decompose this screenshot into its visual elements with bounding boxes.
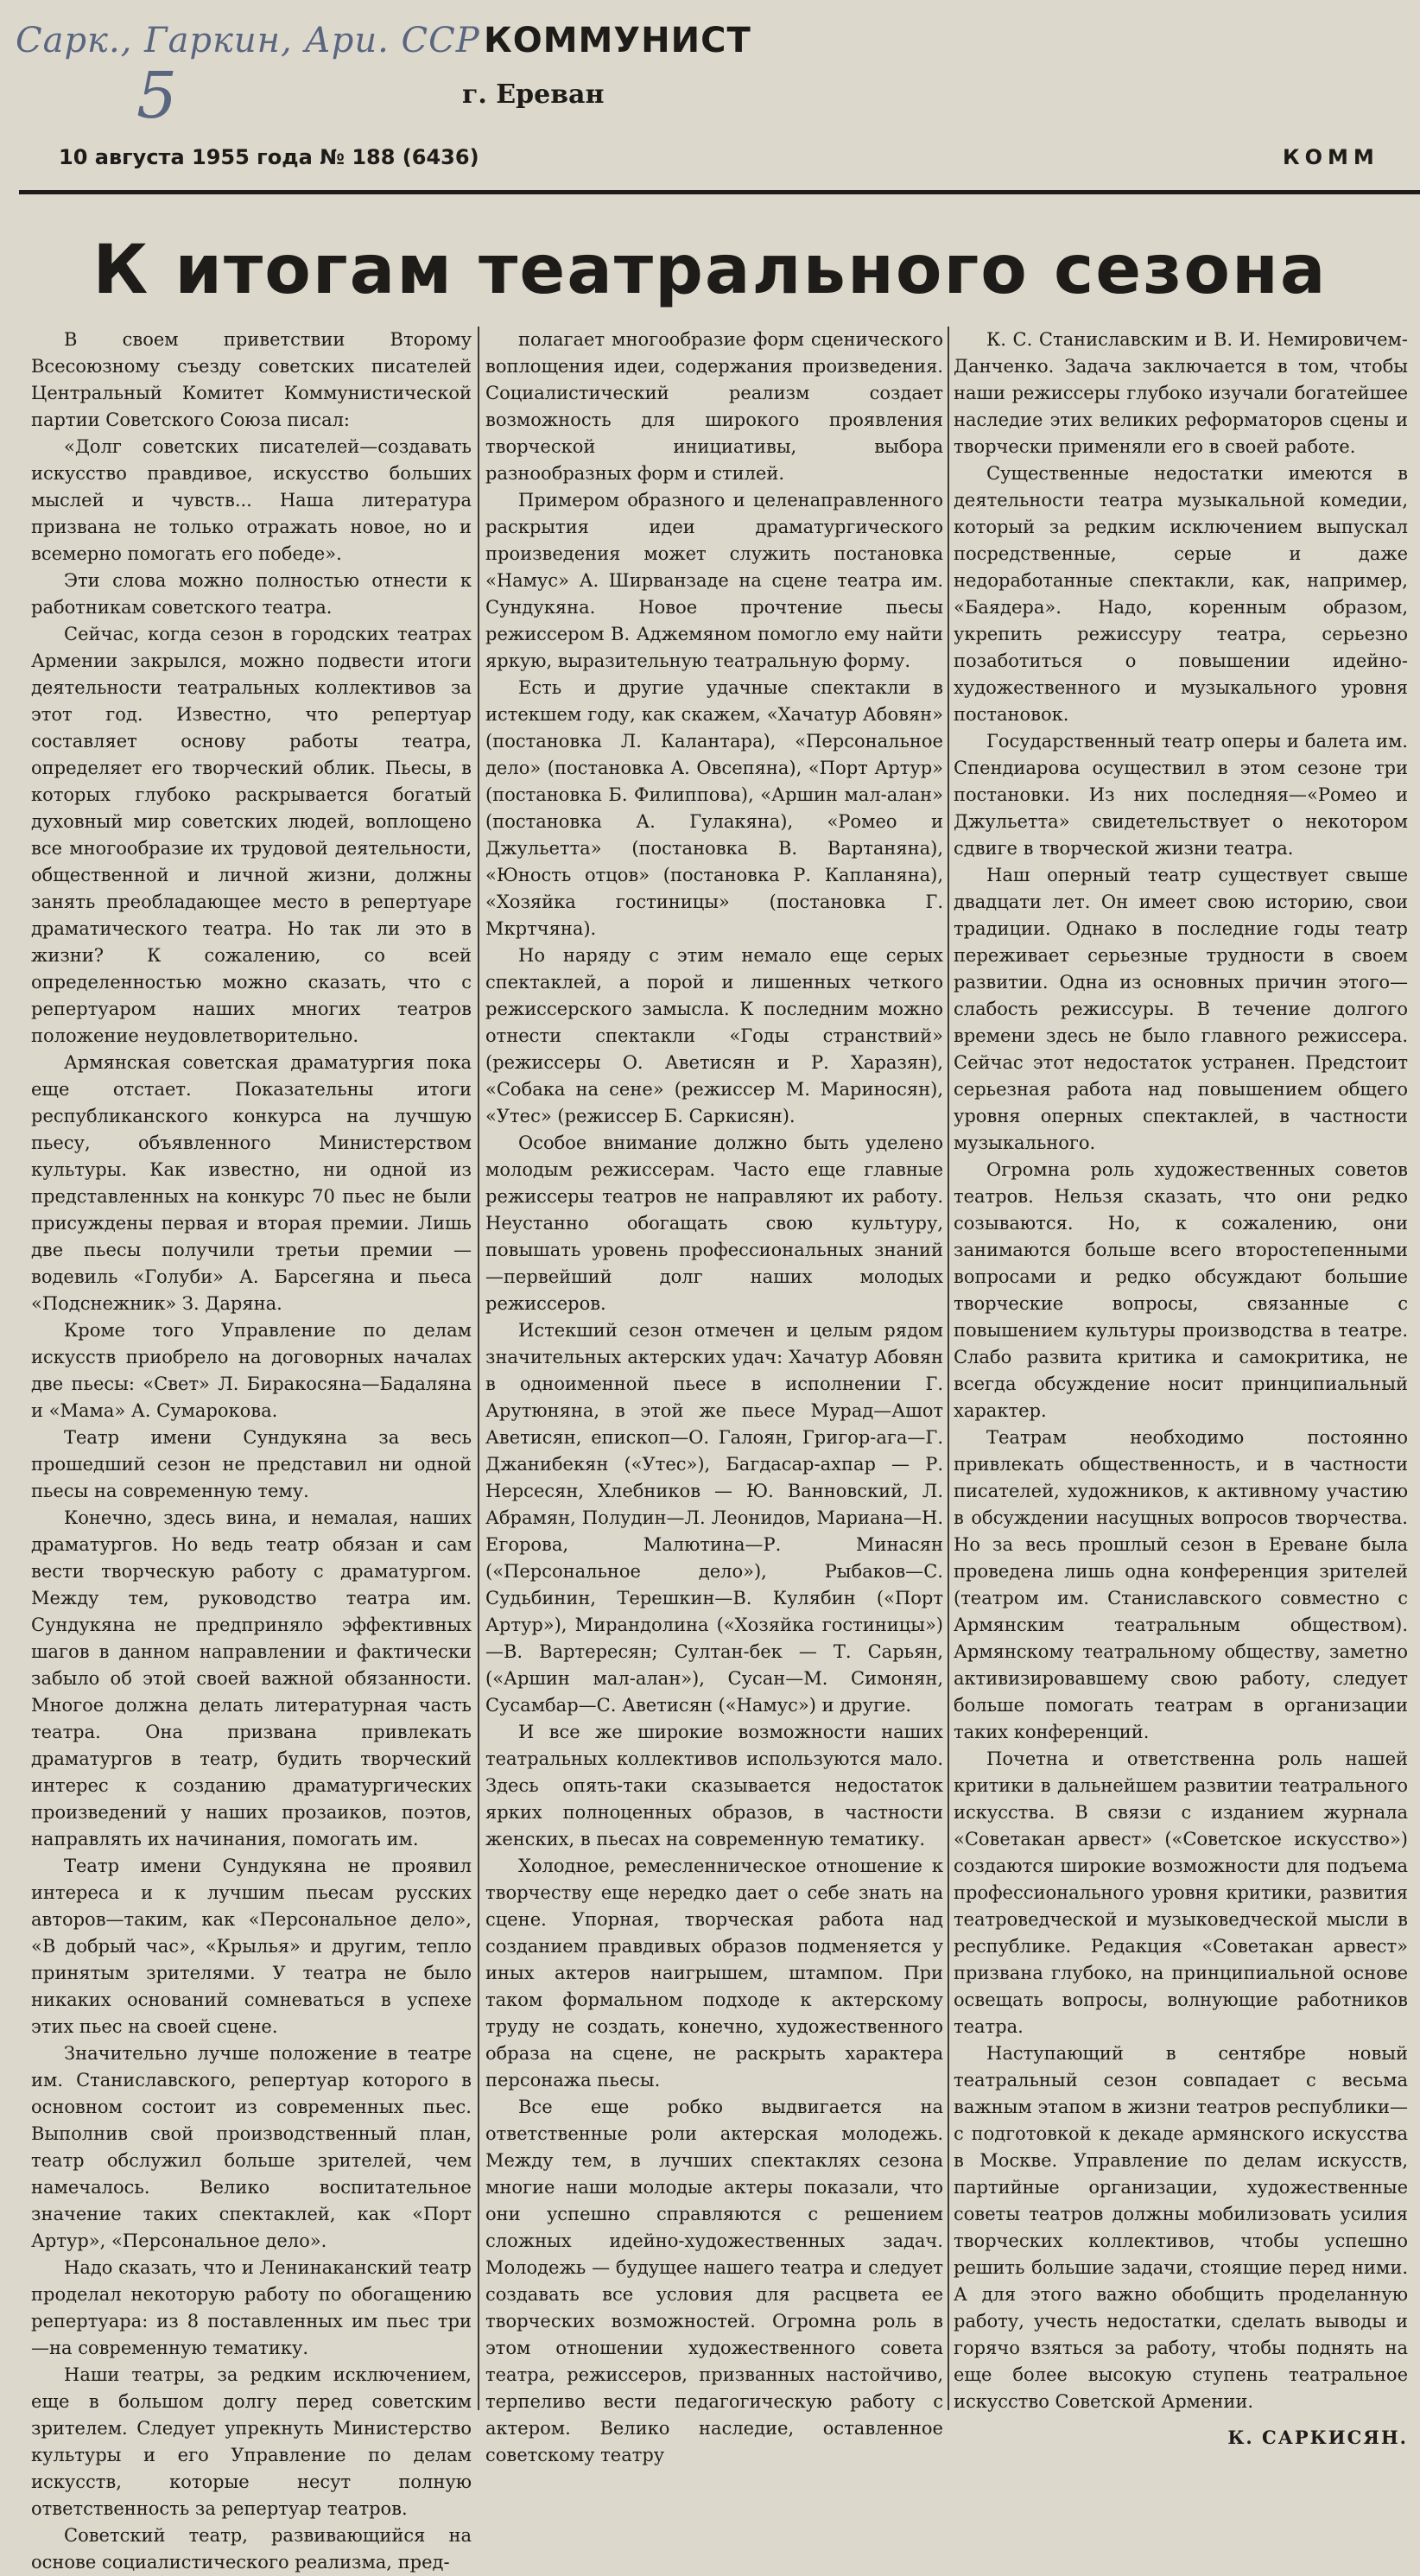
article-paragraph: «Долг советских писателей—создавать искусство правдивое, искусство больших мыслей и чувств... Наша литература призвана не только отражать новое, но и всемерно помогать его победе». [31, 436, 472, 564]
column-divider [948, 327, 949, 2410]
article-paragraph: Истекший сезон отмечен и целым рядом значительных актерских удач: Хачатур Абовян в одноименной пьесе в исполнении Г. Арутюняна, в этой же пьесе Мурад—Ашот Аветисян, епископ—О. Галоян, Григор-ага—Г. Джанибекян («Утес»), Багдасар-ахпар — Р. Нерсесян, Хлебников — Ю. Ванновский, Л. Абрамян, Полудин—Л. Леонидов, Мариана—Н. Егорова, Малютина—Р. Минасян («Персональное дело»), Рыбаков—С. Судьбинин, Терешкин—В. Кулябин («Порт Артур»), Мирандолина («Хозяйка гостиницы»)—В. Вартересян; Султан-бек — Т. Сарьян, («Аршин мал-алан»), Сусан—М. Симонян, Сусамбар—С. Аветисян («Намус») и другие. [485, 1320, 943, 1716]
author-signature: К. САРКИСЯН. [1227, 2427, 1408, 2448]
article-paragraph: Есть и другие удачные спектакли в истекшем году, как скажем, «Хачатур Абовян» (постановка Л. Калантара), «Персональное дело» (постановка А. Овсепяна), «Порт Артур» (постановка Б. Филиппова), «Аршин мал-алан» (постановка А. Гулакяна), «Ромео и Джульетта» (постановка В. Вартаняна), «Юность отцов» (постановка Р. Капланяна), «Хозяйка гостиницы» (постановка Г. Мкртчяна). [485, 677, 943, 939]
article-paragraph: Наш оперный театр существует свыше двадцати лет. Он имеет свою историю, свои традиции. Однако в последние годы театр переживает серьезные трудности в своем развитии. Одна из основных причин этого—слабость режиссуры. В течение долгого времени здесь не было главного режиссера. Сейчас этот недостаток устранен. Предстоит серьезная работа над повышением общего уровня оперных спектаклей, в частности музыкального. [954, 865, 1408, 1153]
article-paragraph: Значительно лучше положение в театре им. Станиславского, репертуар которого в основном состоит из современных пьес. Выполнив свой производственный план, театр обслужил больше зрителей, чем намечалось. Велико воспитательное значение таких спектаклей, как «Порт Артур», «Персональное дело». [31, 2043, 472, 2251]
article-paragraph: К. С. Станиславским и В. И. Немировичем-Данченко. Задача заключается в том, чтобы наши режиссеры глубоко изучали богатейшее наследие этих великих реформаторов сцены и творчески применяли его в своей работе. [954, 329, 1408, 457]
article-paragraph: Театр имени Сундукяна за весь прошедший сезон не представил ни одной пьесы на современную тему. [31, 1427, 472, 1501]
article-paragraph: Огромна роль художественных советов театров. Нельзя сказать, что они редко созываются. Но, к сожалению, они занимаются больше всего второстепенными вопросами и редко обсуждают большие творческие вопросы, связанные с повышением культуры производства в театре. Слабо развита критика и самокритика, не всегда обсуждение носит принципиальный характер. [954, 1159, 1408, 1421]
article-paragraph: Наши театры, за редким исключением, еще в большом долгу перед советским зрителем. Следует упрекнуть Министерство культуры и его Управление по делам искусств, которые несут полную ответственность за репертуар театров. [31, 2364, 472, 2519]
newspaper-masthead: КОММУНИСТ [484, 21, 751, 60]
article-paragraph: Надо сказать, что и Ленинаканский театр проделал некоторую работу по обогащению репертуара: из 8 поставленных им пьес три—на современную тематику. [31, 2257, 472, 2358]
article-paragraph: Эти слова можно полностью отнести к работникам советского театра. [31, 570, 472, 618]
article-paragraph: Особое внимание должно быть уделено молодым режиссерам. Часто еще главные режиссеры театров не направляют их работу. Неустанно обогащать свою культуру, повышать уровень профессиональных знаний—первейший долг наших молодых режиссеров. [485, 1133, 943, 1314]
article-paragraph: Кроме того Управление по делам искусств приобрело на договорных началах две пьесы: «Свет» Л. Биракосяна—Бадаляна и «Мама» А. Сумарокова. [31, 1320, 472, 1421]
article-paragraph: Театр имени Сундукяна не проявил интереса и к лучшим пьесам русских авторов—таким, как «Персональное дело», «В добрый час», «Крылья» и другим, тепло принятым зрителями. У театра не было никаких оснований сомневаться в успехе этих пьес на своей сцене. [31, 1856, 472, 2037]
article-paragraph: Государственный театр оперы и балета им. Спендиарова осуществил в этом сезоне три постановки. Из них последняя—«Ромео и Джульетта» свидетельствует о некотором сдвиге в творческой жизни театра. [954, 731, 1408, 859]
handwritten-note: Сарк., Гаркин, Ари. ССР [16, 21, 480, 60]
issue-dateline: 10 августа 1955 года № 188 (6436) [59, 145, 479, 169]
article-paragraph: Советский театр, развивающийся на основе социалистического реализма, пред- [31, 2525, 472, 2573]
article-column-1 [31, 327, 472, 2573]
article-paragraph: Наступающий в сентябре новый театральный сезон совпадает с весьма важным этапом в жизни театров республики—с подготовкой к декаде армянского искусства в Москве. Управление по делам искусств, партийные организации, художественные советы театров должны мобилизовать усилия творческих коллективов, чтобы успешно решить большие задачи, стоящие перед ними. А для этого важно обобщить проделанную работу, учесть недостатки, сделать выводы и горячо взяться за работу, чтобы поднять на еще более высокую ступень театральное искусство Советской Армении. [954, 2043, 1408, 2412]
article-paragraph: Примером образного и целенаправленного раскрытия идеи драматургического произведения может служить постановка «Намус» А. Ширванзаде на сцене театра им. Сундукяна. Новое прочтение пьесы режиссером В. Аджемяном помогло ему найти яркую, выразительную театральную форму. [485, 490, 943, 671]
city-line: г. Ереван [462, 79, 605, 110]
article-paragraph: Все еще робко выдвигается на ответственные роли актерская молодежь. Между тем, в лучших спектаклях сезона многие наши молодые актеры показали, что они успешно справляются с решением сложных идейно-художественных задач. Молодежь — будущее нашего театра и следует создавать все условия для расцвета ее творческих возможностей. Огромна роль в этом отношении художественного совета театра, режиссеров, призванных настойчиво, терпеливо вести педагогическую работу с актером. Велико наследие, оставленное советскому театру [485, 2097, 943, 2465]
column-divider [478, 327, 479, 2410]
article-paragraph: В своем приветствии Второму Всесоюзному съезду советских писателей Центральный Комитет Коммунистической партии Советского Союза писал: [31, 329, 472, 430]
article-paragraph: И все же широкие возможности наших театральных коллективов используются мало. Здесь опять-таки сказывается недостаток ярких полноценных образов, в частности женских, в пьесах на современную тематику. [485, 1722, 943, 1850]
article-paragraph: Холодное, ремесленническое отношение к творчеству еще нередко дает о себе знать на сцене. Упорная, творческая работа над созданием правдивых образов подменяется у иных актеров наигрышем, штампом. При таком формальном подходе к актерскому труду не создать, конечно, художественного образа на сцене, не раскрыть характера персонажа пьесы. [485, 1856, 943, 2091]
article-paragraph: Сейчас, когда сезон в городских театрах Армении закрылся, можно подвести итоги деятельности театральных коллективов за этот год. Известно, что репертуар составляет основу работы театра, определяет его творческий облик. Пьесы, в которых глубоко раскрывается богатый духовный мир советских людей, воплощено все многообразие их трудовой деятельности, общественной и личной жизни, должны занять преобладающее место в репертуаре драматического театра. Но так ли это в жизни? К сожалению, со всей определенностью можно сказать, что с репертуаром наших многих театров положение неудовлетворительно. [31, 624, 472, 1046]
article-paragraph: Конечно, здесь вина, и немалая, наших драматургов. Но ведь театр обязан и сам вести творческую работу с драматургом. Между тем, руководство театра им. Сундукяна не предприняло эффективных шагов в данном направлении и фактически забыло об этой своей важной обязанности. Многое должна делать литературная часть театра. Она призвана привлекать драматургов в театр, будить творческий интерес к созданию драматургических произведений у наших прозаиков, поэтов, направлять их начинания, помогать им. [31, 1507, 472, 1850]
edge-masthead: КОММ [1283, 145, 1379, 169]
article-paragraph: полагает многообразие форм сценического воплощения идеи, содержания произведения. Социалистический реализм создает возможность для широкого проявления творческой инициативы, выбора разнообразных форм и стилей. [485, 329, 943, 484]
article-paragraph: Но наряду с этим немало еще серых спектаклей, а порой и лишенных четкого режиссерского замысла. К последним можно отнести спектакли «Годы странствий» (режиссеры О. Аветисян и Р. Харазян), «Собака на сене» (режиссер М. Мариносян), «Утес» (режиссер Б. Саркисян). [485, 945, 943, 1126]
article-headline: К итогам театрального сезона [92, 232, 1328, 309]
article-paragraph: Театрам необходимо постоянно привлекать общественность, и в частности писателей, художников, к активному участию в обсуждении насущных вопросов творчества. Но за весь прошлый сезон в Ереване была проведена лишь одна конференция зрителей (театром им. Станиславского совместно с Армянским театральным обществом). Армянскому театральному обществу, заметно активизировавшему свою работу, следует больше помогать театрам в организации таких конференций. [954, 1427, 1408, 1742]
article-column-2 [485, 327, 943, 2465]
article-column-3 [954, 327, 1408, 2448]
article-paragraph: Армянская советская драматургия пока еще отстает. Показательны итоги республиканского конкурса на лучшую пьесу, объявленного Министерством культуры. Как известно, ни одной из представленных на конкурс 70 пьес не были присуждены первая и вторая премии. Лишь две пьесы получили третьи премии — водевиль «Голуби» А. Барсегяна и пьеса «Подснежник» З. Даряна. [31, 1052, 472, 1314]
article-paragraph: Существенные недостатки имеются в деятельности театра музыкальной комедии, который за редким исключением выпускал посредственные, серые и даже недоработанные спектакли, как, например, «Баядера». Надо, коренным образом, укрепить режиссуру театра, серьезно позаботиться о повышении идейно-художественного и музыкального уровня постановок. [954, 463, 1408, 725]
header-rule [19, 190, 1420, 194]
article-paragraph: Почетна и ответственна роль нашей критики в дальнейшем развитии театрального искусства. В связи с изданием журнала «Советакан арвест» («Советское искусство») создаются широкие возможности для подъема профессионального уровня критики, развития театроведческой и музыковедческой мысли в республике. Редакция «Советакан арвест» призвана глубоко, на принципиальной основе освещать вопросы, волнующие работников театра. [954, 1748, 1408, 2037]
handwritten-number: 5 [136, 59, 178, 133]
